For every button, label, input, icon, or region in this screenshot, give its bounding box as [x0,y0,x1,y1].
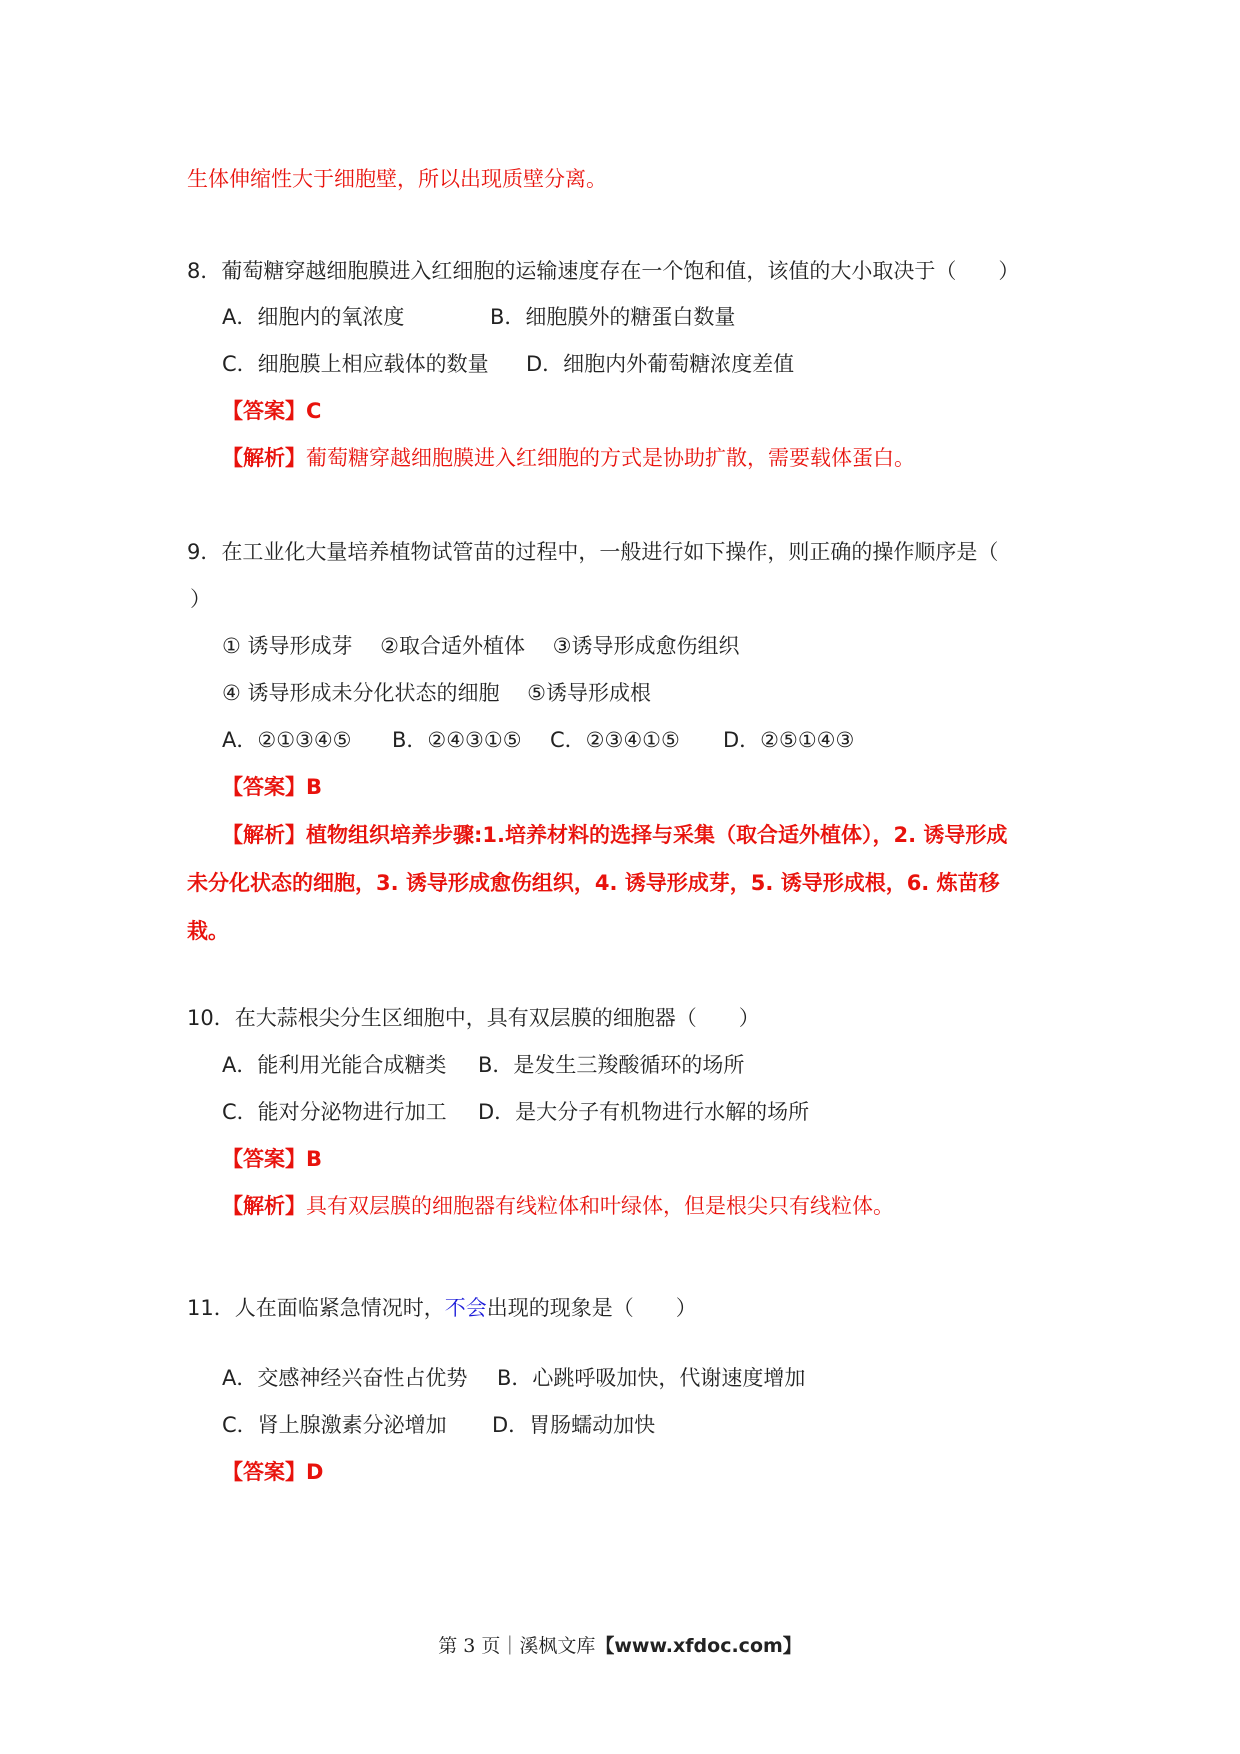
option-d: D．胃肠蠕动加快 [492,1413,656,1437]
question-stem [187,1293,697,1323]
answer-line [222,772,322,802]
explanation-text: 植物组织培养步骤:1.培养材料的选择与采集（取合适外植体），2. 诱导形成 [306,823,1008,847]
option-a: A．细胞内的氧浓度 [222,305,405,329]
footer-page-label: 第 3 页｜溪枫文库 [438,1635,596,1657]
option-d: D．细胞内外葡萄糖浓度差值 [526,352,795,376]
explanation-line-3: 栽。 [187,919,229,943]
footer-site-link[interactable]: 【www.xfdoc.com】 [595,1635,802,1657]
explanation-line [222,1191,894,1221]
question-stem: 8．葡萄糖穿越细胞膜进入红细胞的运输速度存在一个饱和值，该值的大小取决于（ ） [187,259,1020,283]
option-c: C．肾上腺激素分泌增加 [222,1413,447,1437]
explanation-text: 具有双层膜的细胞器有线粒体和叶绿体，但是根尖只有线粒体。 [306,1194,894,1218]
option-d: D．是大分子有机物进行水解的场所 [478,1100,810,1124]
option-b: B．是发生三羧酸循环的场所 [478,1053,745,1077]
option-d: D．②⑤①④③ [723,728,855,752]
answer-value: B [306,1147,323,1171]
explanation-tag: 【解析】 [222,1194,306,1218]
answer-line [222,1144,322,1174]
answer-line [222,396,321,426]
option-a: A．交感神经兴奋性占优势 [222,1366,468,1390]
question-stem: 10．在大蒜根尖分生区细胞中，具有双层膜的细胞器（ ） [187,1006,760,1030]
explanation-line-1 [222,820,1007,850]
answer-value: C [306,399,322,423]
explanation-line-2: 未分化状态的细胞，3. 诱导形成愈伤组织，4. 诱导形成芽，5. 诱导形成根，6. 炼苗移 [187,871,1000,895]
option-a: A．能利用光能合成糖类 [222,1053,447,1077]
question-stem: 9．在工业化大量培养植物试管苗的过程中，一般进行如下操作，则正确的操作顺序是（ [187,540,999,564]
question-stem-emphasis: 不会 [444,1296,487,1320]
explanation-text: 葡萄糖穿越细胞膜进入红细胞的方式是协助扩散，需要载体蛋白。 [306,446,915,470]
option-c: C．细胞膜上相应载体的数量 [222,352,489,376]
explanation-tag: 【解析】 [222,446,306,470]
steps-line-2: ④ 诱导形成未分化状态的细胞 ⑤诱导形成根 [222,681,652,705]
answer-tag: 【答案】 [222,399,306,423]
answer-value: D [306,1460,324,1484]
option-b: B．②④③①⑤ [392,728,522,752]
option-c: C．②③④①⑤ [550,728,680,752]
explanation-line [222,443,915,473]
answer-line [222,1457,323,1487]
steps-line-1: ① 诱导形成芽 ②取合适外植体 ③诱导形成愈伤组织 [222,634,740,658]
option-c: C．能对分泌物进行加工 [222,1100,447,1124]
option-b: B．细胞膜外的糖蛋白数量 [490,305,736,329]
explanation-tag: 【解析】 [222,823,306,847]
answer-tag: 【答案】 [222,1147,306,1171]
option-b: B．心跳呼吸加快，代谢速度增加 [497,1366,806,1390]
page-footer [0,1632,1240,1660]
question-stem-continued: ） [190,587,211,611]
question-stem-prefix: 11．人在面临紧急情况时， [187,1296,445,1320]
option-a: A．②①③④⑤ [222,728,352,752]
answer-tag: 【答案】 [222,775,306,799]
question-stem-suffix: 出现的现象是（ ） [486,1296,697,1320]
carryover-text: 生体伸缩性大于细胞壁，所以出现质壁分离。 [187,167,607,191]
answer-value: B [306,775,323,799]
answer-tag: 【答案】 [222,1460,306,1484]
